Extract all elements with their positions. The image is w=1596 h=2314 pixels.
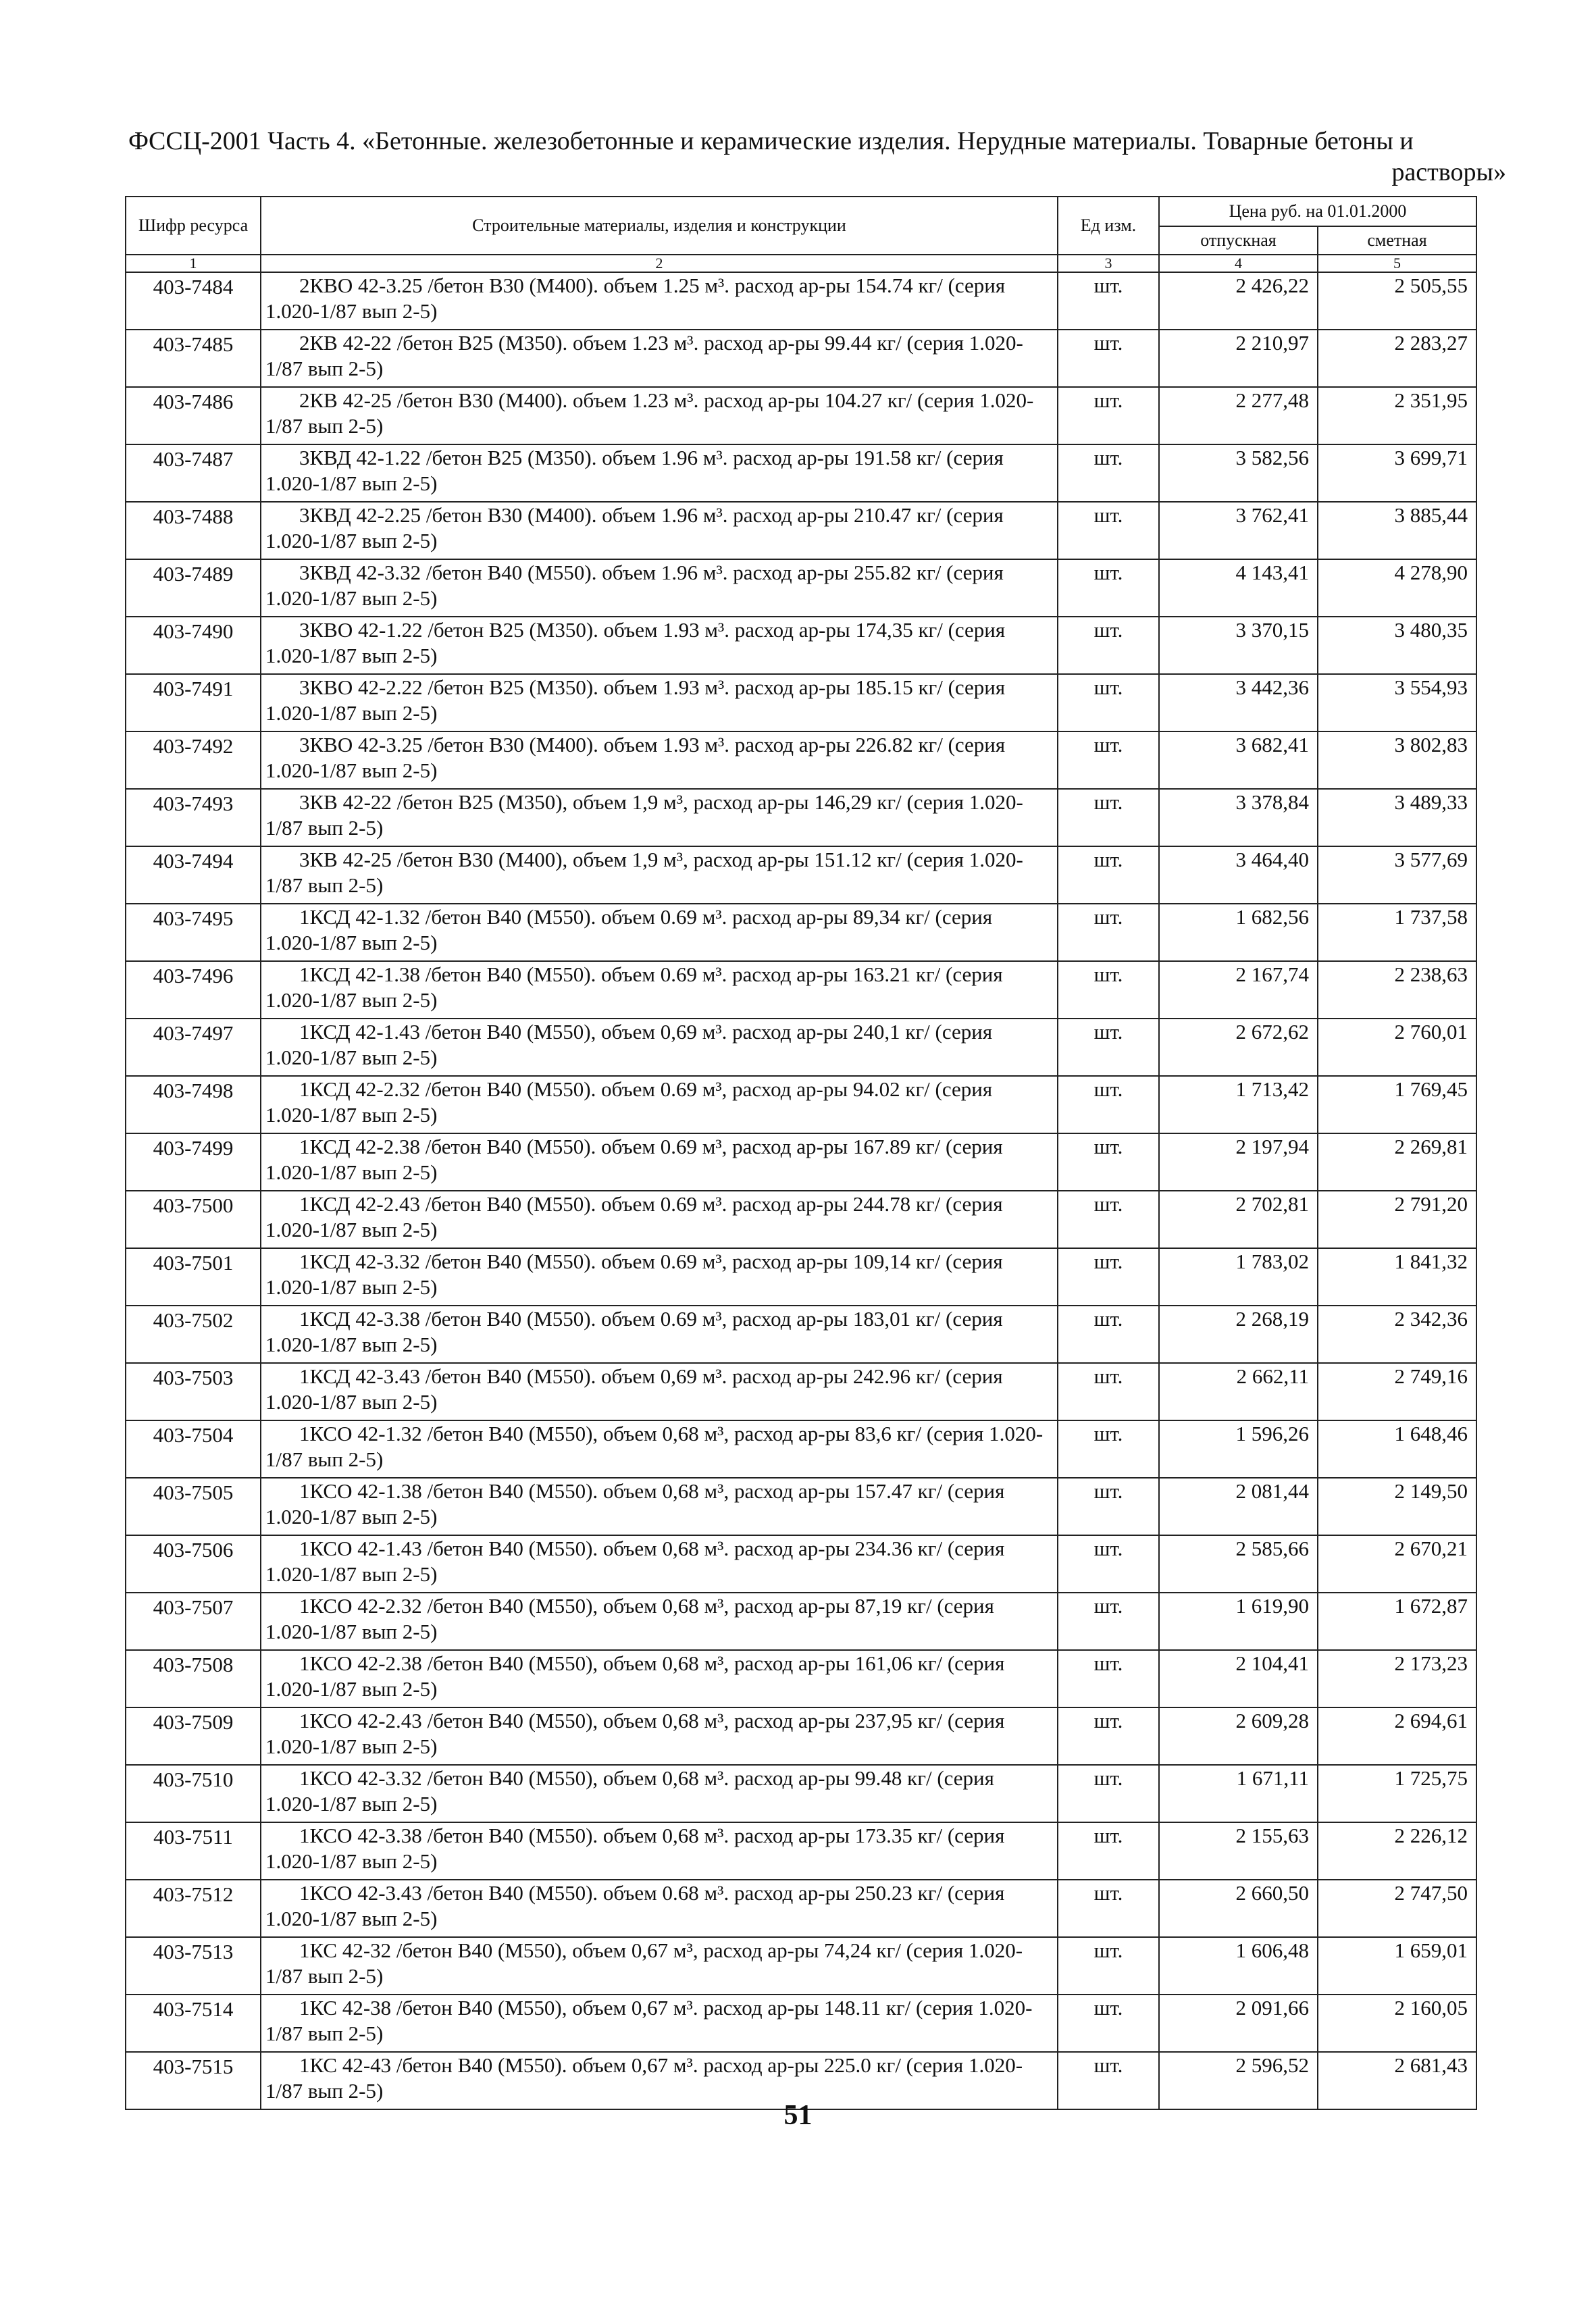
row-estimate-price: 2 760,01 (1318, 1019, 1476, 1076)
row-description: 1КСД 42-2.32 /бетон В40 (М550). объем 0.69 м³, расход ар-ры 94.02 кг/ (серия 1.020-1/87 вып 2-5) (261, 1076, 1058, 1133)
row-estimate-price: 2 694,61 (1318, 1707, 1476, 1765)
table-row (126, 1535, 1476, 1593)
row-code: 403-7515 (126, 2052, 261, 2109)
row-description: 1КСД 42-1.43 /бетон В40 (М550), объем 0,69 м³. расход ар-ры 240,1 кг/ (серия 1.020-1/87 вып 2-5) (261, 1019, 1058, 1076)
column-header-release-price: отпускная (1159, 226, 1318, 255)
row-code: 403-7507 (126, 1593, 261, 1650)
row-unit: шт. (1058, 1076, 1159, 1133)
table-row (126, 444, 1476, 502)
table-row (126, 1133, 1476, 1191)
row-description: 2КВ 42-22 /бетон В25 (М350). объем 1.23 м³. расход ар-ры 99.44 кг/ (серия 1.020-1/87 вып 2-5) (261, 330, 1058, 387)
row-estimate-price: 3 489,33 (1318, 789, 1476, 846)
row-description: 2КВ 42-25 /бетон В30 (М400). объем 1.23 м³. расход ар-ры 104.27 кг/ (серия 1.020-1/87 вып 2-5) (261, 387, 1058, 444)
row-release-price: 1 682,56 (1159, 904, 1318, 961)
row-description: 1КСД 42-2.43 /бетон В40 (М550). объем 0.69 м³. расход ар-ры 244.78 кг/ (серия 1.020-1/87 вып 2-5) (261, 1191, 1058, 1248)
table-row (126, 1650, 1476, 1707)
row-estimate-price: 2 791,20 (1318, 1191, 1476, 1248)
row-unit: шт. (1058, 961, 1159, 1019)
row-unit: шт. (1058, 1937, 1159, 1995)
row-code: 403-7501 (126, 1248, 261, 1306)
row-description: 1КСО 42-3.32 /бетон В40 (М550), объем 0,68 м³. расход ар-ры 99.48 кг/ (серия 1.020-1/87 вып 2-5) (261, 1765, 1058, 1822)
row-release-price: 1 606,48 (1159, 1937, 1318, 1995)
table-row (126, 1478, 1476, 1535)
row-unit: шт. (1058, 1478, 1159, 1535)
row-code: 403-7487 (126, 444, 261, 502)
row-code: 403-7509 (126, 1707, 261, 1765)
row-estimate-price: 3 802,83 (1318, 731, 1476, 789)
row-code: 403-7505 (126, 1478, 261, 1535)
row-description: 1КСО 42-1.43 /бетон В40 (М550). объем 0,68 м³. расход ар-ры 234.36 кг/ (серия 1.020-1/87 вып 2-5) (261, 1535, 1058, 1593)
row-estimate-price: 1 725,75 (1318, 1765, 1476, 1822)
table-row (126, 1937, 1476, 1995)
row-unit: шт. (1058, 1306, 1159, 1363)
column-number: 2 (261, 255, 1058, 272)
table-row (126, 1191, 1476, 1248)
table-row (126, 904, 1476, 961)
row-code: 403-7503 (126, 1363, 261, 1420)
row-description: 1КСД 42-3.32 /бетон В40 (М550). объем 0.69 м³, расход ар-ры 109,14 кг/ (серия 1.020-1/87 вып 2-5) (261, 1248, 1058, 1306)
row-release-price: 2 268,19 (1159, 1306, 1318, 1363)
row-release-price: 3 370,15 (1159, 617, 1318, 674)
row-unit: шт. (1058, 1765, 1159, 1822)
row-estimate-price: 3 554,93 (1318, 674, 1476, 731)
row-release-price: 2 662,11 (1159, 1363, 1318, 1420)
row-code: 403-7514 (126, 1995, 261, 2052)
row-code: 403-7489 (126, 559, 261, 617)
column-number: 4 (1159, 255, 1318, 272)
table-row (126, 1076, 1476, 1133)
row-description: 1КСО 42-2.38 /бетон В40 (М550), объем 0,68 м³, расход ар-ры 161,06 кг/ (серия 1.020-1/87 вып 2-5) (261, 1650, 1058, 1707)
table-row (126, 846, 1476, 904)
row-description: 3КВ 42-25 /бетон В30 (М400), объем 1,9 м³, расход ар-ры 151.12 кг/ (серия 1.020-1/87 вып 2-5) (261, 846, 1058, 904)
row-code: 403-7491 (126, 674, 261, 731)
row-description: 1КСД 42-1.38 /бетон В40 (М550). объем 0.69 м³. расход ар-ры 163.21 кг/ (серия 1.020-1/87 вып 2-5) (261, 961, 1058, 1019)
row-description: 1КСО 42-3.38 /бетон В40 (М550). объем 0,68 м³. расход ар-ры 173.35 кг/ (серия 1.020-1/87 вып 2-5) (261, 1822, 1058, 1880)
row-unit: шт. (1058, 846, 1159, 904)
row-unit: шт. (1058, 387, 1159, 444)
row-unit: шт. (1058, 1191, 1159, 1248)
row-code: 403-7492 (126, 731, 261, 789)
row-release-price: 2 081,44 (1159, 1478, 1318, 1535)
row-estimate-price: 2 149,50 (1318, 1478, 1476, 1535)
row-release-price: 2 426,22 (1159, 272, 1318, 330)
row-release-price: 2 091,66 (1159, 1995, 1318, 2052)
row-unit: шт. (1058, 617, 1159, 674)
row-description: 1КС 42-43 /бетон В40 (М550). объем 0,67 м³. расход ар-ры 225.0 кг/ (серия 1.020-1/87 вып 2-5) (261, 2052, 1058, 2109)
row-unit: шт. (1058, 1420, 1159, 1478)
row-unit: шт. (1058, 1822, 1159, 1880)
row-estimate-price: 1 769,45 (1318, 1076, 1476, 1133)
row-release-price: 1 713,42 (1159, 1076, 1318, 1133)
row-estimate-price: 4 278,90 (1318, 559, 1476, 617)
row-code: 403-7504 (126, 1420, 261, 1478)
row-description: 3КВД 42-3.32 /бетон В40 (М550). объем 1.96 м³. расход ар-ры 255.82 кг/ (серия 1.020-1/87 вып 2-5) (261, 559, 1058, 617)
row-unit: шт. (1058, 502, 1159, 559)
row-description: 1КСО 42-2.43 /бетон В40 (М550), объем 0,68 м³, расход ар-ры 237,95 кг/ (серия 1.020-1/87 вып 2-5) (261, 1707, 1058, 1765)
table-row (126, 1363, 1476, 1420)
table-row (126, 961, 1476, 1019)
page-number: 51 (783, 2100, 813, 2131)
row-release-price: 3 378,84 (1159, 789, 1318, 846)
row-estimate-price: 3 699,71 (1318, 444, 1476, 502)
column-header-estimate-price: сметная (1318, 226, 1476, 255)
row-unit: шт. (1058, 330, 1159, 387)
row-code: 403-7499 (126, 1133, 261, 1191)
row-release-price: 2 672,62 (1159, 1019, 1318, 1076)
row-description: 1КСД 42-3.43 /бетон В40 (М550). объем 0,69 м³. расход ар-ры 242.96 кг/ (серия 1.020-1/87 вып 2-5) (261, 1363, 1058, 1420)
row-unit: шт. (1058, 789, 1159, 846)
table-row (126, 1593, 1476, 1650)
row-release-price: 2 609,28 (1159, 1707, 1318, 1765)
row-code: 403-7485 (126, 330, 261, 387)
row-unit: шт. (1058, 1535, 1159, 1593)
row-code: 403-7500 (126, 1191, 261, 1248)
row-estimate-price: 2 283,27 (1318, 330, 1476, 387)
page-header (128, 126, 1506, 188)
row-code: 403-7495 (126, 904, 261, 961)
header-title-line-2: растворы» (1391, 158, 1506, 186)
row-description: 1КС 42-32 /бетон В40 (М550), объем 0,67 м³, расход ар-ры 74,24 кг/ (серия 1.020-1/87 вып 2-5) (261, 1937, 1058, 1995)
row-unit: шт. (1058, 1363, 1159, 1420)
row-release-price: 2 596,52 (1159, 2052, 1318, 2109)
table-body (126, 272, 1476, 2109)
row-release-price: 3 464,40 (1159, 846, 1318, 904)
row-release-price: 2 660,50 (1159, 1880, 1318, 1937)
row-description: 1КСО 42-1.32 /бетон В40 (М550), объем 0,68 м³, расход ар-ры 83,6 кг/ (серия 1.020-1/87 вып 2-5) (261, 1420, 1058, 1478)
table-row (126, 559, 1476, 617)
row-estimate-price: 2 173,23 (1318, 1650, 1476, 1707)
row-description: 3КВО 42-1.22 /бетон В25 (М350). объем 1.93 м³. расход ар-ры 174,35 кг/ (серия 1.020-1/87 вып 2-5) (261, 617, 1058, 674)
row-code: 403-7488 (126, 502, 261, 559)
row-code: 403-7486 (126, 387, 261, 444)
row-description: 2КВО 42-3.25 /бетон В30 (М400). объем 1.25 м³. расход ар-ры 154.74 кг/ (серия 1.020-1/87 вып 2-5) (261, 272, 1058, 330)
row-estimate-price: 1 737,58 (1318, 904, 1476, 961)
row-release-price: 2 585,66 (1159, 1535, 1318, 1593)
row-release-price: 3 682,41 (1159, 731, 1318, 789)
row-estimate-price: 1 841,32 (1318, 1248, 1476, 1306)
column-header-unit: Ед изм. (1058, 197, 1159, 255)
row-estimate-price: 2 351,95 (1318, 387, 1476, 444)
table-row (126, 1248, 1476, 1306)
row-estimate-price: 1 672,87 (1318, 1593, 1476, 1650)
row-unit: шт. (1058, 731, 1159, 789)
row-description: 1КСД 42-3.38 /бетон В40 (М550). объем 0.69 м³, расход ар-ры 183,01 кг/ (серия 1.020-1/87 вып 2-5) (261, 1306, 1058, 1363)
row-estimate-price: 2 670,21 (1318, 1535, 1476, 1593)
row-unit: шт. (1058, 559, 1159, 617)
row-description: 1КСО 42-2.32 /бетон В40 (М550), объем 0,68 м³, расход ар-ры 87,19 кг/ (серия 1.020-1/87 вып 2-5) (261, 1593, 1058, 1650)
row-release-price: 1 783,02 (1159, 1248, 1318, 1306)
row-code: 403-7494 (126, 846, 261, 904)
row-description: 1КСД 42-1.32 /бетон В40 (М550). объем 0.69 м³. расход ар-ры 89,34 кг/ (серия 1.020-1/87 вып 2-5) (261, 904, 1058, 961)
row-unit: шт. (1058, 1248, 1159, 1306)
row-release-price: 2 277,48 (1159, 387, 1318, 444)
table-row (126, 387, 1476, 444)
table-row (126, 272, 1476, 330)
row-release-price: 3 762,41 (1159, 502, 1318, 559)
row-unit: шт. (1058, 1880, 1159, 1937)
row-release-price: 2 167,74 (1159, 961, 1318, 1019)
row-unit: шт. (1058, 1019, 1159, 1076)
row-code: 403-7508 (126, 1650, 261, 1707)
row-code: 403-7502 (126, 1306, 261, 1363)
row-estimate-price: 3 577,69 (1318, 846, 1476, 904)
row-release-price: 1 671,11 (1159, 1765, 1318, 1822)
row-code: 403-7490 (126, 617, 261, 674)
row-estimate-price: 2 342,36 (1318, 1306, 1476, 1363)
row-code: 403-7493 (126, 789, 261, 846)
row-description: 1КСД 42-2.38 /бетон В40 (М550). объем 0.69 м³, расход ар-ры 167.89 кг/ (серия 1.020-1/87 вып 2-5) (261, 1133, 1058, 1191)
row-code: 403-7511 (126, 1822, 261, 1880)
row-release-price: 2 210,97 (1159, 330, 1318, 387)
column-header-price-group: Цена руб. на 01.01.2000 (1159, 197, 1476, 226)
row-unit: шт. (1058, 444, 1159, 502)
row-code: 403-7496 (126, 961, 261, 1019)
row-unit: шт. (1058, 904, 1159, 961)
row-release-price: 2 702,81 (1159, 1191, 1318, 1248)
table-row (126, 1995, 1476, 2052)
column-number: 5 (1318, 255, 1476, 272)
row-estimate-price: 1 648,46 (1318, 1420, 1476, 1478)
row-description: 3КВО 42-3.25 /бетон В30 (М400). объем 1.93 м³. расход ар-ры 226.82 кг/ (серия 1.020-1/87 вып 2-5) (261, 731, 1058, 789)
row-unit: шт. (1058, 1650, 1159, 1707)
row-release-price: 2 155,63 (1159, 1822, 1318, 1880)
row-estimate-price: 3 480,35 (1318, 617, 1476, 674)
row-estimate-price: 3 885,44 (1318, 502, 1476, 559)
row-release-price: 3 442,36 (1159, 674, 1318, 731)
row-unit: шт. (1058, 1707, 1159, 1765)
row-release-price: 1 619,90 (1159, 1593, 1318, 1650)
row-unit: шт. (1058, 272, 1159, 330)
table-row (126, 1707, 1476, 1765)
table-row (126, 1765, 1476, 1822)
row-description: 1КСО 42-1.38 /бетон В40 (М550). объем 0,68 м³, расход ар-ры 157.47 кг/ (серия 1.020-1/87 вып 2-5) (261, 1478, 1058, 1535)
row-code: 403-7484 (126, 272, 261, 330)
row-release-price: 3 582,56 (1159, 444, 1318, 502)
column-number: 3 (1058, 255, 1159, 272)
row-estimate-price: 2 749,16 (1318, 1363, 1476, 1420)
table-row (126, 330, 1476, 387)
column-header-code: Шифр ресурса (126, 197, 261, 255)
table-row (126, 1019, 1476, 1076)
row-unit: шт. (1058, 1995, 1159, 2052)
table-row (126, 674, 1476, 731)
row-code: 403-7498 (126, 1076, 261, 1133)
row-code: 403-7506 (126, 1535, 261, 1593)
table-row (126, 502, 1476, 559)
row-unit: шт. (1058, 674, 1159, 731)
row-release-price: 1 596,26 (1159, 1420, 1318, 1478)
row-description: 1КСО 42-3.43 /бетон В40 (М550). объем 0.68 м³. расход ар-ры 250.23 кг/ (серия 1.020-1/87 вып 2-5) (261, 1880, 1058, 1937)
table-row (126, 1306, 1476, 1363)
row-estimate-price: 2 269,81 (1318, 1133, 1476, 1191)
row-estimate-price: 2 681,43 (1318, 2052, 1476, 2109)
row-estimate-price: 2 226,12 (1318, 1822, 1476, 1880)
column-header-name: Строительные материалы, изделия и конструкции (261, 197, 1058, 255)
row-description: 3КВД 42-1.22 /бетон В25 (М350). объем 1.96 м³. расход ар-ры 191.58 кг/ (серия 1.020-1/87 вып 2-5) (261, 444, 1058, 502)
table-row (126, 1880, 1476, 1937)
row-description: 3КВ 42-22 /бетон В25 (М350), объем 1,9 м³, расход ар-ры 146,29 кг/ (серия 1.020-1/87 вып 2-5) (261, 789, 1058, 846)
row-description: 3КВО 42-2.22 /бетон В25 (М350). объем 1.93 м³. расход ар-ры 185.15 кг/ (серия 1.020-1/87 вып 2-5) (261, 674, 1058, 731)
row-code: 403-7513 (126, 1937, 261, 1995)
table-row (126, 617, 1476, 674)
row-code: 403-7497 (126, 1019, 261, 1076)
row-code: 403-7512 (126, 1880, 261, 1937)
row-description: 3КВД 42-2.25 /бетон В30 (М400). объем 1.96 м³. расход ар-ры 210.47 кг/ (серия 1.020-1/87 вып 2-5) (261, 502, 1058, 559)
header-title-line-1: ФССЦ-2001 Часть 4. «Бетонные. железобетонные и керамические изделия. Нерудные материалы. Товарные бетоны и (128, 127, 1414, 155)
column-number: 1 (126, 255, 261, 272)
row-estimate-price: 2 747,50 (1318, 1880, 1476, 1937)
table-row (126, 1822, 1476, 1880)
row-release-price: 2 104,41 (1159, 1650, 1318, 1707)
row-unit: шт. (1058, 2052, 1159, 2109)
table-row (126, 731, 1476, 789)
row-estimate-price: 2 238,63 (1318, 961, 1476, 1019)
row-release-price: 4 143,41 (1159, 559, 1318, 617)
price-table (125, 196, 1477, 2110)
table-row (126, 789, 1476, 846)
row-release-price: 2 197,94 (1159, 1133, 1318, 1191)
row-estimate-price: 2 160,05 (1318, 1995, 1476, 2052)
table-row (126, 1420, 1476, 1478)
row-code: 403-7510 (126, 1765, 261, 1822)
row-description: 1КС 42-38 /бетон В40 (М550), объем 0,67 м³. расход ар-ры 148.11 кг/ (серия 1.020-1/87 вып 2-5) (261, 1995, 1058, 2052)
row-estimate-price: 1 659,01 (1318, 1937, 1476, 1995)
row-unit: шт. (1058, 1133, 1159, 1191)
row-unit: шт. (1058, 1593, 1159, 1650)
row-estimate-price: 2 505,55 (1318, 272, 1476, 330)
